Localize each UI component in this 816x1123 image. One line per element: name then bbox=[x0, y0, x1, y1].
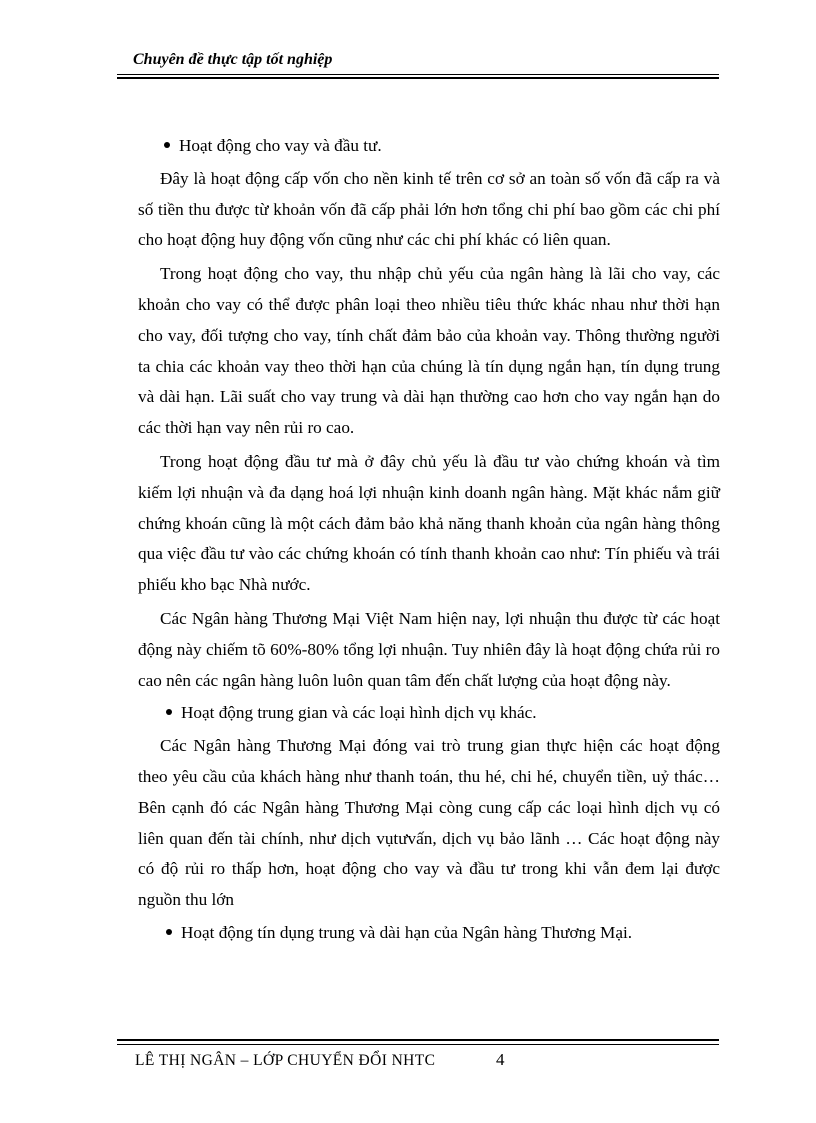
header-rule-thick bbox=[117, 77, 719, 79]
bullet-text: Hoạt động tín dụng trung và dài hạn của Ngân hàng Thương Mại. bbox=[181, 922, 633, 942]
paragraph: Trong hoạt động cho vay, thu nhập chủ yếu của ngân hàng là lãi cho vay, các khoản cho vay có thể được phân loại theo nhiều tiêu thức khác nhau như thời hạn cho vay, đối tượng cho vay, tính chất đảm bảo của khoản vay. Thông thường người ta chia các khoản vay theo thời hạn của chúng là tín dụng ngắn hạn, tín dụng trung và dài hạn. Lãi suất cho vay trung và dài hạn thường cao hơn cho vay ngắn hạn do các thời hạn vay nên rủi ro cao. bbox=[138, 264, 720, 438]
paragraph: Trong hoạt động đầu tư mà ở đây chủ yếu là đầu tư vào chứng khoán và tìm kiếm lợi nhuận và đa dạng hoá lợi nhuận kinh doanh ngân hàng. Mặt khác nắm giữ chứng khoán cũng là một cách đảm bảo khả năng thanh khoản của ngân hàng thông qua việc đầu tư vào các chứng khoán có tính thanh khoản cao như: Tín phiếu và trái phiếu kho bạc Nhà nước. bbox=[138, 451, 720, 595]
bullet-text: Hoạt động cho vay và đầu tư. bbox=[179, 136, 382, 155]
page-body bbox=[138, 131, 720, 949]
footer-rule-thick bbox=[117, 1039, 719, 1041]
running-header: Chuyên đề thực tập tốt nghiệp bbox=[133, 51, 333, 68]
paragraph: Các Ngân hàng Thương Mại đóng vai trò trung gian thực hiện các hoạt động theo yêu cầu của khách hàng như thanh toán, thu hé, chi hé, chuyển tiền, uỷ thác… Bên cạnh đó các Ngân hàng Thương Mại còng cung cấp các loại hình dịch vụ có liên quan đến tài chính, như dịch vụtưvấn, dịch vụ bảo lãnh … Các hoạt động này có độ rủi ro thấp hơn, hoạt động cho vay và đầu tư trong khi vẫn đem lại được nguồn thu lớn bbox=[138, 736, 720, 910]
bullet-item bbox=[166, 918, 720, 949]
header-rule bbox=[117, 74, 719, 75]
bullet-icon bbox=[166, 709, 172, 715]
bullet-item bbox=[164, 131, 720, 162]
bullet-item bbox=[166, 698, 720, 729]
footer-author: LÊ THỊ NGÂN – LỚP CHUYỂN ĐỔI NHTC bbox=[135, 1052, 436, 1069]
bullet-icon bbox=[166, 929, 172, 935]
bullet-text: Hoạt động trung gian và các loại hình dịch vụ khác. bbox=[181, 703, 537, 723]
paragraph: Đây là hoạt động cấp vốn cho nền kinh tế trên cơ sở an toàn số vốn đã cấp ra và số tiền thu được từ khoản vốn đã cấp phải lớn hơn tổng chi phí bao gồm các chi phí cho hoạt động huy động vốn cũng như các chi phí khác có liên quan. bbox=[138, 168, 720, 250]
paragraph: Các Ngân hàng Thương Mại Việt Nam hiện nay, lợi nhuận thu được từ các hoạt động này chiếm tõ 60%-80% tổng lợi nhuận. Tuy nhiên đây là hoạt động chứa rủi ro cao nên các ngân hàng luôn luôn quan tâm đến chất lượng của hoạt động này. bbox=[138, 608, 720, 690]
footer-rule bbox=[117, 1044, 719, 1045]
bullet-icon bbox=[164, 142, 170, 148]
page-number: 4 bbox=[496, 1050, 505, 1069]
